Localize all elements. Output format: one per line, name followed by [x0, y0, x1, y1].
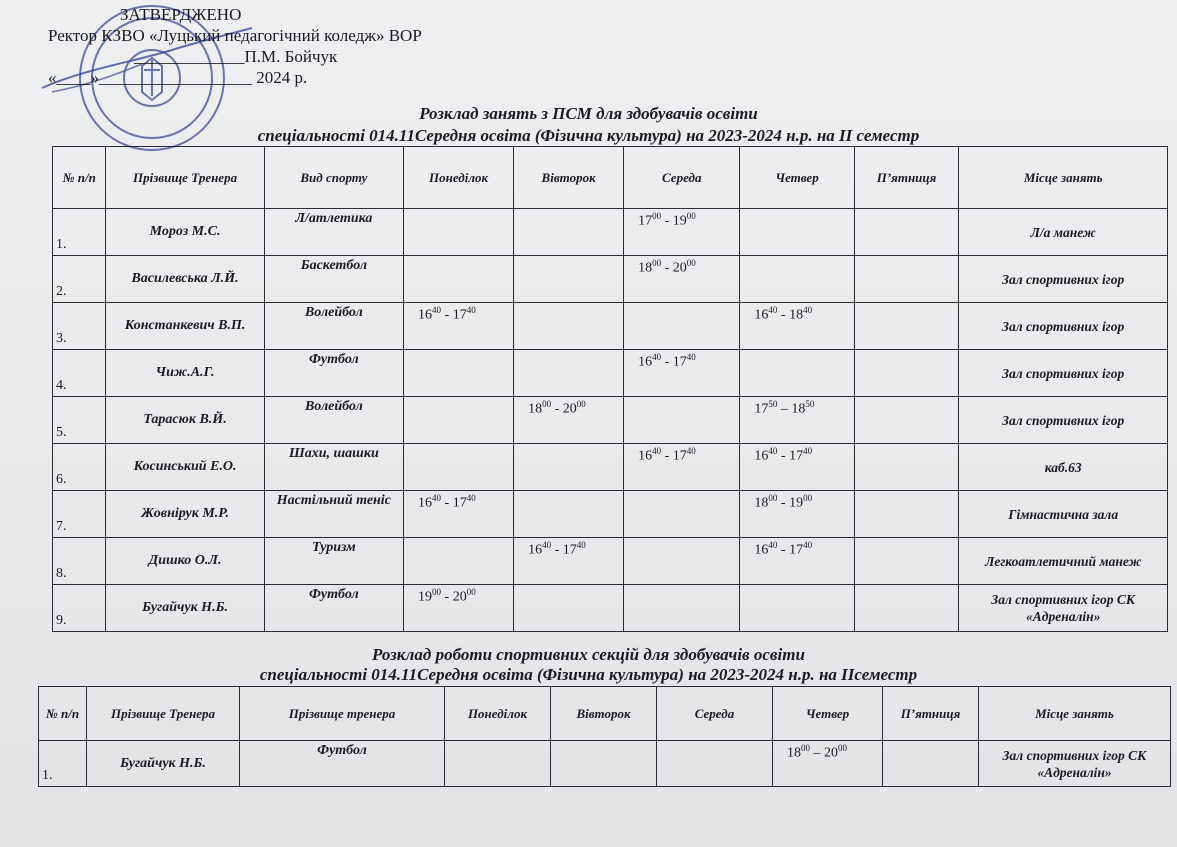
title1-line1: Розклад занять з ПСМ для здобувачів освіти — [419, 104, 758, 123]
thursday-time — [740, 350, 854, 397]
place-name: каб.63 — [959, 444, 1168, 491]
coach-name: Косинський Е.О. — [106, 444, 264, 491]
tuesday-time — [514, 256, 624, 303]
friday-time — [854, 350, 959, 397]
table-row — [53, 256, 1168, 303]
table1-header-row — [53, 147, 1168, 209]
approval-block — [48, 4, 422, 88]
place-name: Зал спортивних ігор — [959, 397, 1168, 444]
header-tuesday: Вівторок — [551, 687, 657, 741]
table-row — [53, 350, 1168, 397]
header-place: Місце занять — [979, 687, 1171, 741]
header-coach: Прізвище Тренера — [87, 687, 240, 741]
tuesday-time — [514, 491, 624, 538]
friday-time — [854, 444, 959, 491]
sport-type: Футбол — [264, 585, 403, 632]
wednesday-time — [624, 491, 740, 538]
place-name: Зал спортивних ігор — [959, 303, 1168, 350]
monday-time: $16^{40} - 17^{40}$ — [404, 491, 514, 538]
header-friday: П’ятниця — [854, 147, 959, 209]
coach-name: Мороз М.С. — [106, 209, 264, 256]
coach-name: Жовнірук М.Р. — [106, 491, 264, 538]
friday-time — [854, 397, 959, 444]
thursday-time: $17^{50} - 18^{50}$ — [740, 397, 854, 444]
row-number: 1. — [53, 209, 106, 256]
monday-time — [445, 741, 551, 787]
approval-line-2: Ректор КЗВО «Луцький педагогічний коледж» ВОР — [48, 26, 422, 45]
tuesday-time — [514, 350, 624, 397]
table-row — [53, 585, 1168, 632]
monday-time: $19^{00} - 20^{00}$ — [404, 585, 514, 632]
row-number: 4. — [53, 350, 106, 397]
coach-name: Бугайчук Н.Б. — [87, 741, 240, 787]
wednesday-time — [624, 303, 740, 350]
place-name: Гімнастична зала — [959, 491, 1168, 538]
sport-type: Шахи, шашки — [264, 444, 403, 491]
table-row — [53, 538, 1168, 585]
coach-name: Чиж.А.Г. — [106, 350, 264, 397]
header-place: Місце занять — [959, 147, 1168, 209]
wednesday-time — [624, 538, 740, 585]
place-name: Легкоатлетичний манеж — [959, 538, 1168, 585]
table-row — [53, 491, 1168, 538]
monday-time — [404, 256, 514, 303]
thursday-time — [740, 585, 854, 632]
sport-type: Футбол — [240, 741, 445, 787]
header-coach-2: Прізвище тренера — [240, 687, 445, 741]
friday-time — [883, 741, 979, 787]
thursday-time: $18^{00} - 20^{00}$ — [773, 741, 883, 787]
wednesday-time: $17^{00} - 19^{00}$ — [624, 209, 740, 256]
header-coach: Прізвище Тренера — [106, 147, 264, 209]
header-friday: П’ятниця — [883, 687, 979, 741]
title1-line2: спеціальності 014.11Середня освіта (Фізична культура) на 2023-2024 н.р. на ІІ семестр — [257, 126, 920, 145]
tuesday-time — [514, 303, 624, 350]
title2-line1: Розклад роботи спортивних секцій для здобувачів освіти — [372, 645, 805, 664]
row-number: 7. — [53, 491, 106, 538]
table-row — [53, 397, 1168, 444]
header-sport: Вид спорту — [264, 147, 403, 209]
tuesday-time — [551, 741, 657, 787]
monday-time — [404, 209, 514, 256]
tuesday-time — [514, 444, 624, 491]
friday-time — [854, 538, 959, 585]
table2-header-row — [39, 687, 1171, 741]
wednesday-time: $16^{40} - 17^{40}$ — [624, 350, 740, 397]
title2-line2: спеціальності 014.11Середня освіта (Фізична культура) на 2023-2024 н.р. на ІІсеместр — [259, 665, 918, 684]
monday-time — [404, 538, 514, 585]
row-number: 6. — [53, 444, 106, 491]
monday-time — [404, 350, 514, 397]
header-wednesday: Середа — [657, 687, 773, 741]
header-wednesday: Середа — [624, 147, 740, 209]
coach-name: Бугайчук Н.Б. — [106, 585, 264, 632]
row-number: 8. — [53, 538, 106, 585]
coach-name: Констанкевич В.П. — [106, 303, 264, 350]
tuesday-time — [514, 585, 624, 632]
wednesday-time — [624, 585, 740, 632]
place-name: Зал спортивних ігор — [959, 350, 1168, 397]
approval-line-4: «____»__________________ 2024 р. — [48, 68, 308, 87]
row-number: 2. — [53, 256, 106, 303]
place-name: Л/а манеж — [959, 209, 1168, 256]
row-number: 1. — [39, 741, 87, 787]
table-row — [53, 303, 1168, 350]
friday-time — [854, 303, 959, 350]
wednesday-time: $18^{00} - 20^{00}$ — [624, 256, 740, 303]
friday-time — [854, 585, 959, 632]
thursday-time: $16^{40} - 18^{40}$ — [740, 303, 854, 350]
friday-time — [854, 209, 959, 256]
place-name: Зал спортивних ігор СК «Адреналін» — [959, 585, 1168, 632]
header-monday: Понеділок — [404, 147, 514, 209]
wednesday-time — [657, 741, 773, 787]
sport-type: Настільний теніс — [264, 491, 403, 538]
monday-time: $16^{40} - 17^{40}$ — [404, 303, 514, 350]
table-row — [53, 444, 1168, 491]
header-num: № п/п — [53, 147, 106, 209]
header-thursday: Четвер — [740, 147, 854, 209]
approval-line-1: ЗАТВЕРДЖЕНО — [120, 5, 242, 24]
tuesday-time: $18^{00} - 20^{00}$ — [514, 397, 624, 444]
table-row — [53, 209, 1168, 256]
friday-time — [854, 256, 959, 303]
sport-type: Волейбол — [264, 397, 403, 444]
schedule-table-2 — [38, 686, 1171, 787]
coach-name: Тарасюк В.Й. — [106, 397, 264, 444]
monday-time — [404, 444, 514, 491]
thursday-time — [740, 256, 854, 303]
thursday-time — [740, 209, 854, 256]
thursday-time: $16^{40} - 17^{40}$ — [740, 538, 854, 585]
table-row — [39, 741, 1171, 787]
sport-type: Баскетбол — [264, 256, 403, 303]
thursday-time: $16^{40} - 17^{40}$ — [740, 444, 854, 491]
tuesday-time: $16^{40} - 17^{40}$ — [514, 538, 624, 585]
row-number: 3. — [53, 303, 106, 350]
approval-line-3: _____________П.М. Бойчук — [134, 47, 338, 66]
place-name: Зал спортивних ігор — [959, 256, 1168, 303]
row-number: 5. — [53, 397, 106, 444]
row-number: 9. — [53, 585, 106, 632]
schedule-table-1 — [52, 146, 1168, 632]
sport-type: Л/атлетика — [264, 209, 403, 256]
wednesday-time: $16^{40} - 17^{40}$ — [624, 444, 740, 491]
coach-name: Василевська Л.Й. — [106, 256, 264, 303]
sport-type: Туризм — [264, 538, 403, 585]
sport-type: Волейбол — [264, 303, 403, 350]
monday-time — [404, 397, 514, 444]
place-name: Зал спортивних ігор СК «Адреналін» — [979, 741, 1171, 787]
header-tuesday: Вівторок — [514, 147, 624, 209]
sport-type: Футбол — [264, 350, 403, 397]
coach-name: Дишко О.Л. — [106, 538, 264, 585]
header-monday: Понеділок — [445, 687, 551, 741]
friday-time — [854, 491, 959, 538]
header-thursday: Четвер — [773, 687, 883, 741]
tuesday-time — [514, 209, 624, 256]
header-num: № п/п — [39, 687, 87, 741]
wednesday-time — [624, 397, 740, 444]
thursday-time: $18^{00} - 19^{00}$ — [740, 491, 854, 538]
